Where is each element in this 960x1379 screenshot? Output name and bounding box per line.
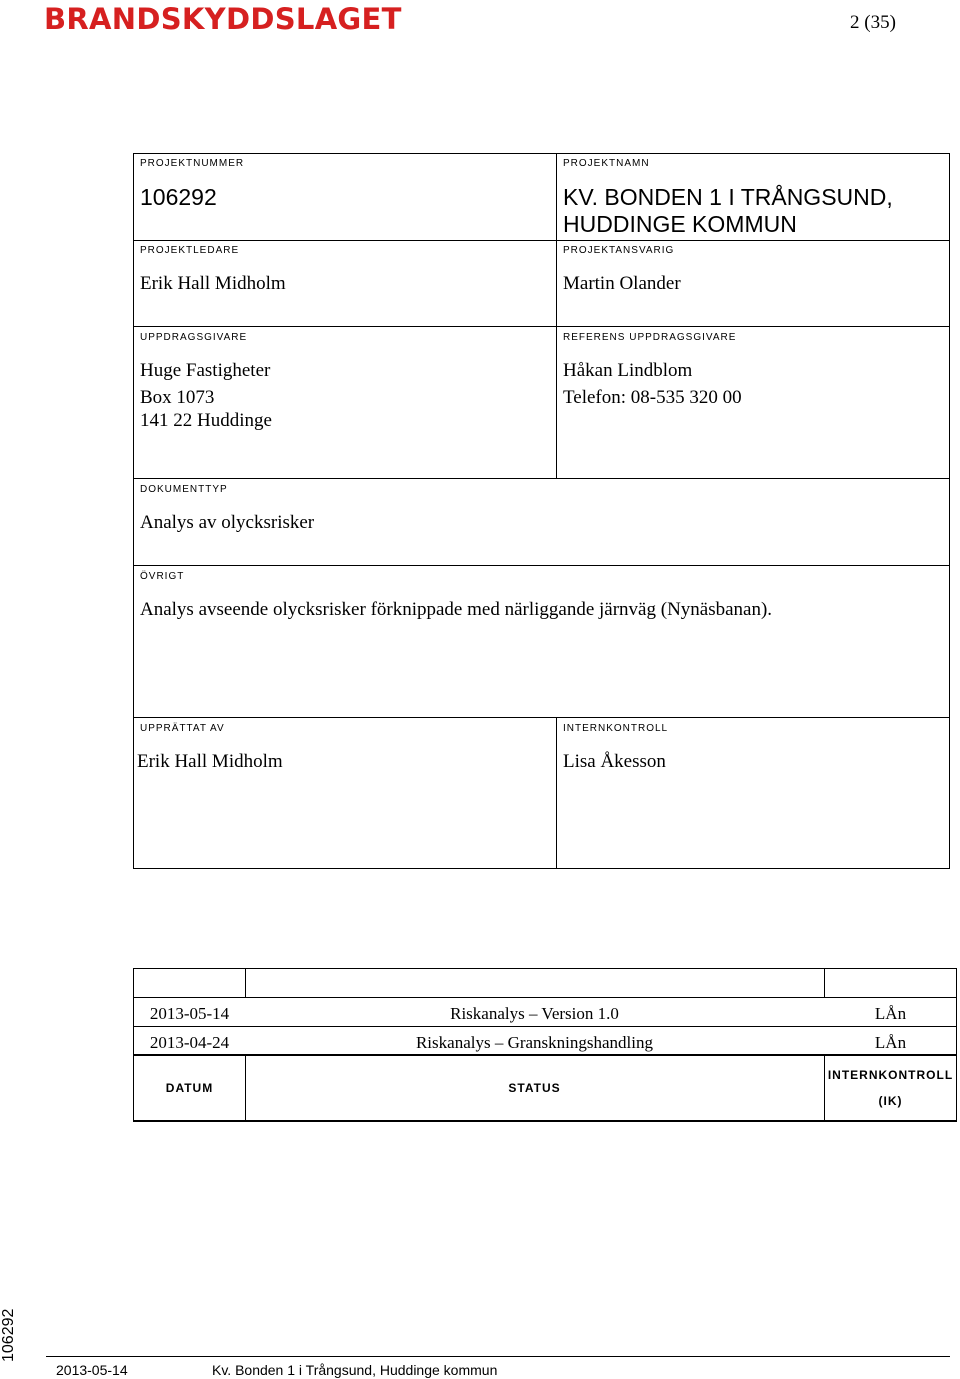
divider [556, 717, 557, 868]
project-leader: Erik Hall Midholm [140, 273, 286, 294]
project-responsible: Martin Olander [563, 273, 681, 294]
prepared-by: Erik Hall Midholm [137, 751, 283, 772]
project-responsible-label: PROJEKTANSVARIG [563, 245, 675, 256]
divider [134, 997, 956, 998]
header-ik-line2: (IK) [878, 1094, 903, 1108]
brand-logo: BRANDSKYDDSLAGET [44, 2, 402, 36]
client-label: UPPDRAGSGIVARE [140, 332, 248, 343]
project-name-label: PROJEKTNAMN [563, 158, 650, 169]
footer-divider [46, 1356, 950, 1357]
client-address-1: Box 1073 [140, 387, 215, 408]
header-ik-line1: INTERNKONTROLL [827, 1068, 954, 1082]
divider [134, 240, 949, 241]
other-label: ÖVRIGT [140, 571, 185, 582]
divider [134, 478, 949, 479]
revision-status: Riskanalys – Granskningshandling [415, 1033, 654, 1052]
other-text: Analys avseende olycksrisker förknippade med närliggande järnväg (Nynäsbanan). [140, 599, 773, 620]
revision-date: 2013-05-14 [149, 1004, 230, 1023]
revision-ik: LÅn [874, 1004, 907, 1023]
project-number-label: PROJEKTNUMMER [140, 158, 245, 169]
divider [134, 326, 949, 327]
footer-title: Kv. Bonden 1 i Trångsund, Huddinge kommun [212, 1362, 498, 1378]
internal-control-label: INTERNKONTROLL [563, 723, 669, 734]
header-status: STATUS [508, 1081, 561, 1095]
internal-control: Lisa Åkesson [563, 751, 666, 772]
client-reference-label: REFERENS UPPDRAGSGIVARE [563, 332, 737, 343]
page-number: 2 (35) [850, 12, 896, 33]
side-project-number: 106292 [0, 1308, 17, 1362]
footer-date: 2013-05-14 [56, 1362, 128, 1378]
revision-date: 2013-04-24 [149, 1033, 230, 1052]
header-date: DATUM [165, 1081, 214, 1095]
prepared-by-label: UPPRÄTTAT AV [140, 723, 225, 734]
client-reference-phone: Telefon: 08-535 320 00 [563, 387, 742, 408]
divider [134, 565, 949, 566]
divider [556, 154, 557, 478]
project-number: 106292 [140, 184, 217, 210]
project-leader-label: PROJEKTLEDARE [140, 245, 240, 256]
client-name: Huge Fastigheter [140, 360, 271, 381]
divider [134, 1054, 956, 1056]
revision-status: Riskanalys – Version 1.0 [450, 1004, 619, 1023]
document-type: Analys av olycksrisker [140, 512, 315, 533]
client-address-2: 141 22 Huddinge [140, 410, 272, 431]
revision-ik: LÅn [874, 1033, 907, 1052]
document-type-label: DOKUMENTTYP [140, 484, 228, 495]
divider [245, 969, 246, 997]
project-name-line2: HUDDINGE KOMMUN [563, 211, 797, 237]
divider [134, 717, 949, 718]
project-name-line1: KV. BONDEN 1 I TRÅNGSUND, [563, 184, 893, 210]
client-reference-name: Håkan Lindblom [563, 360, 693, 381]
divider [134, 1026, 956, 1027]
divider [824, 969, 825, 997]
